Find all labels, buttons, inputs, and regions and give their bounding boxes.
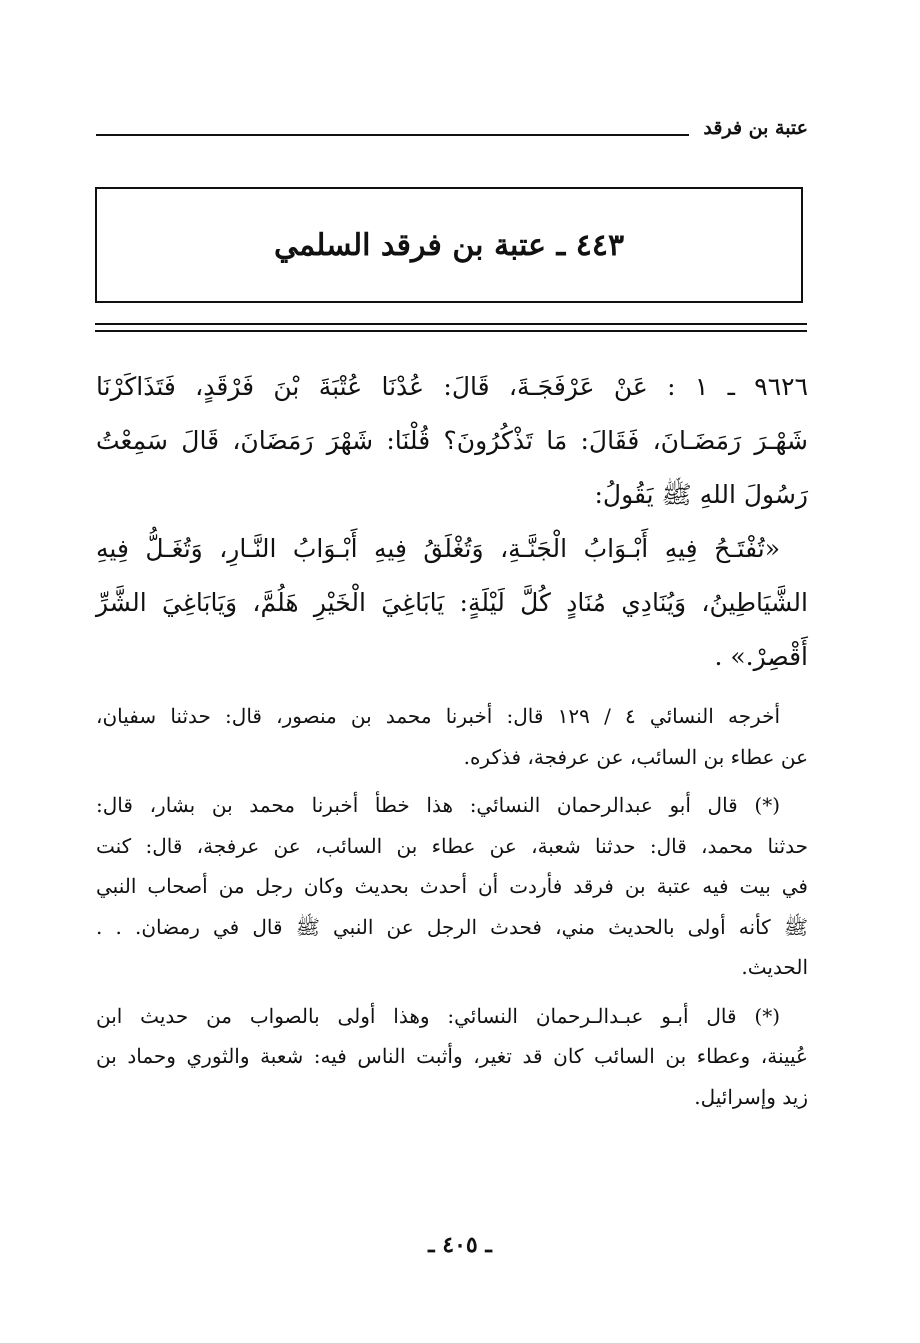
commentary — [96, 696, 808, 1117]
hadith-line: رَسُولَ اللهِ ﷺ يَقُولُ: — [594, 480, 808, 509]
commentary-line: (*) قال أبو عبدالرحمان النسائي: هذا خطأ أخبرنا محمد بن بشار، قال: — [96, 793, 780, 817]
commentary-line: عُيينة، وعطاء بن السائب كان قد تغير، وأثبت الناس فيه: شعبة والثوري وحماد بن — [96, 1044, 808, 1068]
hadith-text — [96, 360, 808, 684]
page-number: ـ ٤٠٥ ـ — [428, 1232, 492, 1258]
commentary-line: في بيت فيه عتبة بن فرقد فأردت أن أحدث بحديث وكان رجل من أصحاب النبي — [96, 874, 808, 898]
running-header — [96, 104, 808, 140]
chapter-title-box — [95, 187, 803, 303]
note-paragraph — [96, 785, 808, 988]
takhrij-paragraph — [96, 696, 808, 777]
hadith-line: أَقْصِرْ.» . — [714, 642, 808, 671]
divider-rule — [95, 323, 807, 325]
hadith-line: ٩٦٢٦ ـ ١ : عَنْ عَرْفَجَـةَ، قَالَ: عُدْنَا عُتْبَةَ بْنَ فَرْقَدٍ، فَتَذَاكَرْنَا — [96, 372, 809, 401]
commentary-line: حدثنا محمد، قال: حدثنا شعبة، عن عطاء بن السائب، عن عرفجة، قال: كنت — [96, 833, 808, 858]
chapter-title: ٤٤٣ ـ عتبة بن فرقد السلمي — [273, 227, 625, 263]
commentary-line: (*) قال أبـو عبـدالـرحمان النسائي: وهذا أولى بالصواب من حديث ابن — [96, 1003, 780, 1028]
hadith-line: الشَّيَاطِينُ، وَيُنَادِي مُنَادٍ كُلَّ لَيْلَةٍ: يَابَاغِيَ الْخَيْرِ هَلُمَّ، وَيَابَاغِيَ الشَّرِّ — [96, 588, 808, 617]
commentary-line: عن عطاء بن السائب، عن عرفجة، فذكره. — [463, 744, 808, 769]
hadith-line: شَهْـرَ رَمَضَـانَ، فَقَالَ: مَا تَذْكُرُونَ؟ قُلْنَا: شَهْرَ رَمَضَانَ، قَالَ سَمِعْتُ — [96, 426, 808, 455]
note-paragraph — [96, 996, 808, 1118]
commentary-line: أخرجه النسائي ٤ / ١٢٩ قال: أخبرنا محمد بن منصور، قال: حدثنا سفيان، — [96, 704, 781, 728]
commentary-line: الحديث. — [741, 955, 808, 979]
hadith-line: «تُفْتَـحُ فِيهِ أَبْـوَابُ الْجَنَّـةِ، وَتُغْلَقُ فِيهِ أَبْـوَابُ النَّـارِ، وَتُغَـلُّ فِيهِ — [96, 534, 780, 563]
running-header-title: عتبة بن فرقد — [703, 117, 808, 139]
header-rule — [96, 134, 689, 136]
divider-rule — [95, 330, 807, 332]
commentary-line: زيد وإسرائيل. — [694, 1084, 808, 1109]
commentary-line: ﷺ كأنه أولى بالحديث مني، فحدث الرجل عن النبي ﷺ قال في رمضان. . . — [96, 914, 808, 939]
